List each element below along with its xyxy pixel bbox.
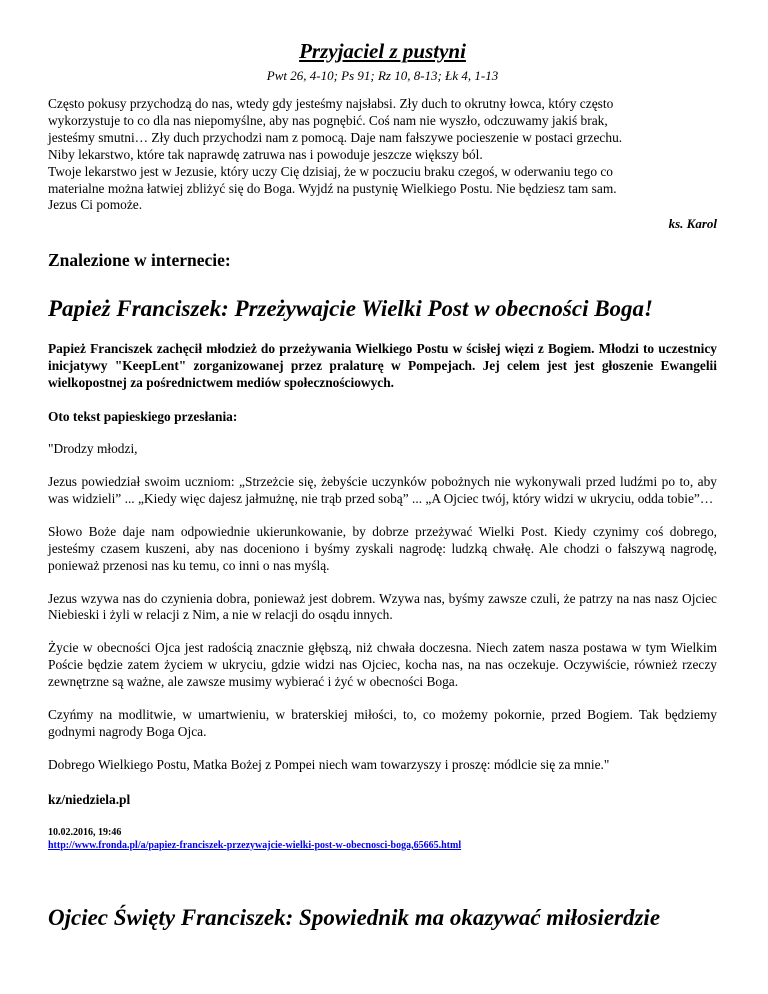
intro-line: jesteśmy smutni… Zły duch przychodzi nam z pomocą. Daje nam fałszywe pocieszenie w postaci grzechu. xyxy=(48,129,623,145)
message-paragraph: Jezus wzywa nas do czynienia dobra, ponieważ jest dobrem. Wzywa nas, byśmy zawsze czuli, że patrzy na nas nasz Ojciec Niebieski i żyli w relacji z Nim, a nie w relacji do osądu innych. xyxy=(48,590,717,623)
message-paragraph: Jezus powiedział swoim uczniom: „Strzeżcie się, żebyście uczynków pobożnych nie wykonywali przed ludźmi po to, aby was widzieli” ... „Kiedy więc dajesz jałmużnę, nie trąb przed sobą” ... „A Ojciec twój, który widzi w ukryciu, odda tobie”… xyxy=(48,473,717,506)
intro-line: Twoje lekarstwo jest w Jezusie, który uczy Cię dzisiaj, że w poczuciu braku czegoś, w oderwaniu tego co xyxy=(48,163,614,179)
intro-line: Niby lekarstwo, które tak naprawdę zatruwa nas i powoduje jeszcze większy ból. xyxy=(48,146,483,162)
intro-author: ks. Karol xyxy=(668,216,717,232)
intro-line: materialne można łatwiej zbliżyć się do Boga. Wyjdź na pustynię Wielkiego Postu. Nie będziesz tam sam. xyxy=(48,180,617,196)
message-paragraph: Dobrego Wielkiego Postu, Matka Bożej z Pompei niech wam towarzyszy i proszę: módlcie się za mnie." xyxy=(48,756,610,772)
page-title: Przyjaciel z pustyni xyxy=(299,39,466,63)
article-lead: Papież Franciszek zachęcił młodzież do przeżywania Wielkiego Postu w ścisłej więzi z Bogiem. Młodzi to uczestnicy inicjatywy "KeepLent" zorganizowanej przez pralaturę w Pompejach. Jej celem jest jest głoszenie Ewangelii wielkopostnej za pośrednictwem mediów społecznościowych. xyxy=(48,341,717,391)
message-paragraph: Życie w obecności Ojca jest radością znacznie głębszą, niż chwała doczesna. Niech zatem nasza postawa w tym Wielkim Poście będzie zatem życiem w ukryciu, gdzie widzi nas Ojciec, kocha nas, na nas oczekuje. Oczywiście, również rzeczy zewnętrzne są ważne, ale zawsze musimy wybierać i żyć w obecności Boga. xyxy=(48,640,717,690)
message-paragraph: Słowo Boże daje nam odpowiednie ukierunkowanie, by dobrze przeżywać Wielki Post. Kiedy czynimy coś dobrego, jesteśmy czasem kuszeni, aby nas doceniono i byśmy zyskali nagrodę: ludzką chwałę. Ale chodzi o fałszywą nagrodę, ponieważ przenosi nas ku temu, co inni o nas myślą. xyxy=(48,523,717,573)
intro-text xyxy=(48,96,717,214)
intro-line: wykorzystuje to co dla nas niepomyślne, aby nas pognębić. Coś nam nie wyszło, odczuwamy jakiś brak, xyxy=(48,112,608,128)
document-page xyxy=(48,38,717,933)
scripture-readings: Pwt 26, 4-10; Ps 91; Rz 10, 8-13; Łk 4, 1-13 xyxy=(266,68,499,83)
message-paragraph: "Drodzy młodzi, xyxy=(48,441,138,457)
section-heading: Znalezione w internecie: xyxy=(48,250,231,271)
next-article-title: Ojciec Święty Franciszek: Spowiednik ma okazywać miłosierdzie xyxy=(48,904,661,930)
intro-line: Często pokusy przychodzą do nas, wtedy gdy jesteśmy najsłabsi. Zły duch to okrutny łowca, który często xyxy=(48,96,614,111)
article-date: 10.02.2016, 19:46 xyxy=(48,826,122,838)
intro-line: Jezus Ci pomoże. xyxy=(48,197,143,213)
article-source: kz/niedziela.pl xyxy=(48,791,131,807)
article-url-link[interactable]: http://www.fronda.pl/a/papiez-franciszek-przezywajcie-wielki-post-w-obecnosci-boga,65665.html xyxy=(48,839,462,851)
message-label: Oto tekst papieskiego przesłania: xyxy=(48,409,238,425)
message-paragraph: Czyńmy na modlitwie, w umartwieniu, w braterskiej miłości, to, co możemy pokornie, przed Bogiem. Tak będziemy godnymi nagrody Boga Ojca. xyxy=(48,707,717,739)
article-title: Papież Franciszek: Przeżywajcie Wielki Post w obecności Boga! xyxy=(48,296,653,322)
